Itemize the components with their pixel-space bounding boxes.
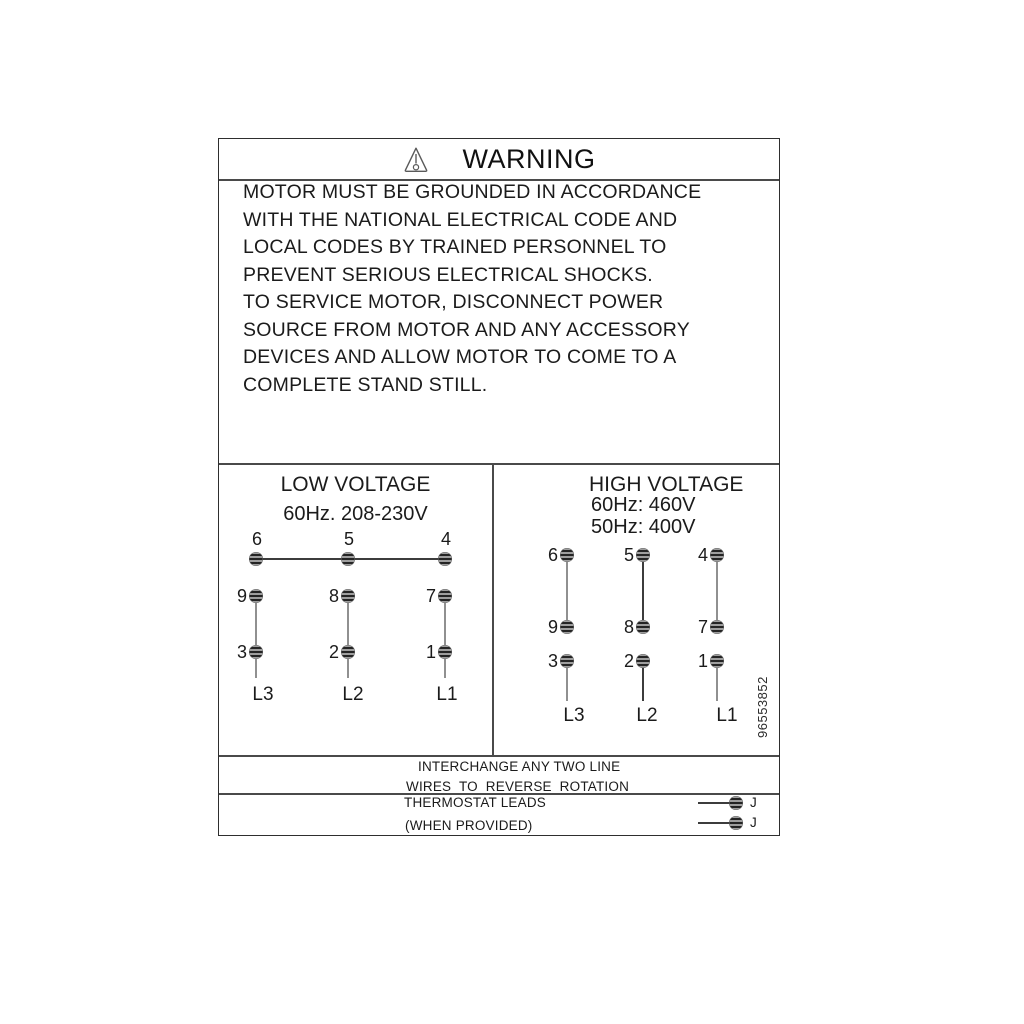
motor-warning-label	[218, 138, 780, 836]
terminal-screw-icon	[560, 548, 574, 562]
low-voltage-title: LOW VOLTAGE	[280, 473, 431, 496]
text-line: SOURCE FROM MOTOR AND ANY ACCESSORY	[243, 318, 690, 341]
rotation-note-line1: INTERCHANGE ANY TWO LINE	[418, 759, 621, 774]
line-lead-label: L2	[342, 684, 364, 705]
wire-7-1-L1	[444, 596, 446, 678]
terminal-number: 6	[251, 529, 263, 549]
terminal-screw-icon	[560, 654, 574, 668]
terminal-screw-icon	[560, 620, 574, 634]
high-voltage-title: HIGH VOLTAGE	[589, 473, 744, 496]
terminal-screw-icon	[710, 548, 724, 562]
terminal-screw-icon	[249, 589, 263, 603]
terminal-screw-icon	[341, 552, 355, 566]
text-line: COMPLETE STAND STILL.	[243, 373, 488, 396]
terminal-number: 8	[623, 617, 634, 637]
wire-8-2-L2	[347, 596, 349, 678]
line-lead-label: L3	[252, 684, 274, 705]
line-lead-label: L2	[636, 705, 658, 726]
wire-4-7	[716, 555, 718, 627]
terminal-number: 9	[547, 617, 558, 637]
terminal-screw-icon	[341, 645, 355, 659]
terminal-screw-icon	[729, 796, 743, 810]
terminal-screw-icon	[729, 816, 743, 830]
text-line: DEVICES AND ALLOW MOTOR TO COME TO A	[243, 346, 677, 368]
warning-paragraph-service	[243, 289, 758, 399]
terminal-number: 8	[328, 586, 339, 606]
terminal-screw-icon	[249, 645, 263, 659]
thermostat-lead-label: J	[750, 815, 757, 830]
terminal-screw-icon	[438, 645, 452, 659]
high-voltage-subtitle-50hz: 50Hz: 400V	[591, 516, 696, 538]
wire-6-9	[566, 555, 568, 627]
warning-triangle-icon	[403, 146, 429, 173]
low-voltage-subtitle: 60Hz. 208-230V	[283, 503, 428, 525]
terminal-number: 2	[623, 651, 634, 671]
thermostat-lead-wire	[698, 802, 730, 804]
terminal-screw-icon	[636, 620, 650, 634]
warning-header	[219, 139, 779, 179]
terminal-screw-icon	[438, 552, 452, 566]
terminal-number: 7	[697, 617, 708, 637]
terminal-screw-icon	[636, 548, 650, 562]
terminal-screw-icon	[341, 589, 355, 603]
text-line: PREVENT SERIOUS ELECTRICAL SHOCKS.	[243, 263, 653, 286]
rotation-note-line2: WIRES TO REVERSE ROTATION	[406, 779, 630, 794]
terminal-number: 3	[236, 642, 247, 662]
terminal-number: 9	[236, 586, 247, 606]
warning-title: WARNING	[462, 143, 596, 174]
voltage-column-divider	[492, 463, 494, 755]
part-number: 96553852	[755, 676, 770, 738]
thermostat-leads-line2: (WHEN PROVIDED)	[405, 818, 533, 833]
warning-text-block	[243, 179, 758, 399]
terminal-number: 5	[343, 529, 355, 549]
terminal-screw-icon	[438, 589, 452, 603]
terminal-number: 2	[328, 642, 339, 662]
wire-9-3-L3	[255, 596, 257, 678]
terminal-number: 7	[425, 586, 436, 606]
line-lead-label: L1	[716, 705, 738, 726]
terminal-number: 1	[425, 642, 436, 662]
text-diagram-divider	[219, 463, 779, 465]
terminal-number: 1	[697, 651, 708, 671]
text-line: MOTOR MUST BE GROUNDED IN ACCORDANCE	[243, 181, 702, 203]
thermostat-leads-line1: THERMOSTAT LEADS	[404, 795, 546, 810]
thermostat-lead-wire	[698, 822, 730, 824]
terminal-number: 4	[697, 545, 708, 565]
terminal-number: 6	[547, 545, 558, 565]
wire-5-8	[642, 555, 644, 627]
terminal-number: 4	[440, 529, 452, 549]
terminal-number: 3	[547, 651, 558, 671]
high-voltage-subtitle-60hz: 60Hz: 460V	[591, 494, 696, 516]
terminal-number: 5	[623, 545, 634, 565]
terminal-screw-icon	[710, 620, 724, 634]
text-line: LOCAL CODES BY TRAINED PERSONNEL TO	[243, 236, 667, 258]
diagram-footer-divider	[219, 755, 779, 757]
text-line: WITH THE NATIONAL ELECTRICAL CODE AND	[243, 208, 678, 231]
warning-paragraph-grounding	[243, 179, 758, 289]
line-lead-label: L1	[436, 684, 458, 705]
line-lead-label: L3	[563, 705, 585, 726]
terminal-screw-icon	[249, 552, 263, 566]
terminal-screw-icon	[710, 654, 724, 668]
terminal-screw-icon	[636, 654, 650, 668]
text-line: TO SERVICE MOTOR, DISCONNECT POWER	[243, 291, 664, 313]
thermostat-lead-label: J	[750, 795, 757, 810]
